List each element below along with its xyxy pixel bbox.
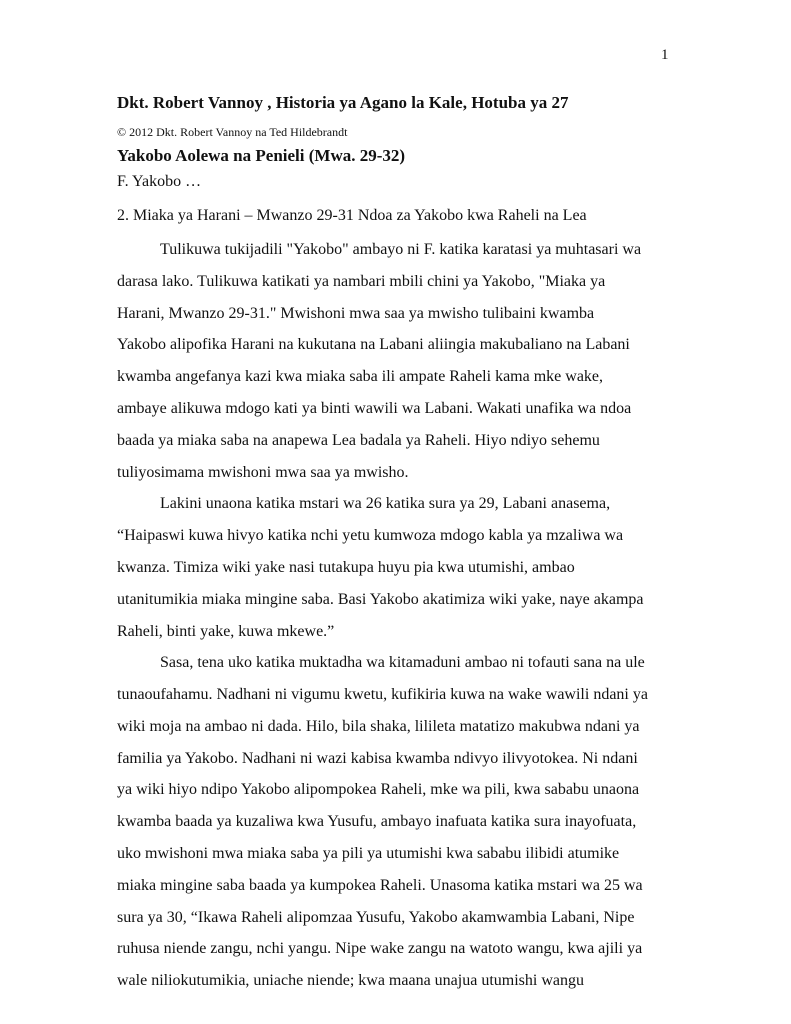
text-line: wale niliokutumikia, uniache niende; kwa maana unajua utumishi wangu — [117, 972, 584, 990]
text-line: ruhusa niende zangu, nchi yangu. Nipe wake zangu na watoto wangu, kwa ajili ya — [117, 940, 643, 958]
text-line: miaka mingine saba baada ya kumpokea Raheli. Unasoma katika mstari wa 25 wa — [117, 876, 643, 894]
text-line: Sasa, tena uko katika muktadha wa kitamaduni ambao ni tofauti sana na ule — [160, 654, 645, 672]
page-number: 1 — [661, 47, 669, 63]
text-line: Lakini unaona katika mstari wa 26 katika sura ya 29, Labani anasema, — [160, 495, 611, 513]
copyright-line: © 2012 Dkt. Robert Vannoy na Ted Hildebrandt — [117, 125, 348, 139]
text-line: Raheli, binti yake, kuwa mkewe.” — [117, 622, 335, 640]
section-heading: F. Yakobo … — [117, 173, 202, 190]
text-line: darasa lako. Tulikuwa katikati ya nambari mbili chini ya Yakobo, "Miaka ya — [117, 272, 606, 290]
text-line: wiki moja na ambao ni dada. Hilo, bila shaka, lilileta matatizo makubwa ndani ya — [117, 717, 640, 735]
text-line: tunaoufahamu. Nadhani ni vigumu kwetu, kufikiria kuwa na wake wawili ndani ya — [117, 686, 648, 704]
text-line: kwanza. Timiza wiki yake nasi tutakupa huyu pia kwa utumishi, ambao — [117, 558, 575, 576]
text-line: kwamba angefanya kazi kwa miaka saba ili ampate Raheli kama mke wake, — [117, 368, 604, 386]
text-line: Yakobo alipofika Harani na kukutana na Labani aliingia makubaliano na Labani — [117, 336, 630, 354]
text-line: ya wiki hiyo ndipo Yakobo alipompokea Raheli, mke wa pili, kwa sababu unaona — [117, 781, 640, 799]
text-line: baada ya miaka saba na anapewa Lea badala ya Raheli. Hiyo ndiyo sehemu — [117, 431, 600, 449]
text-line: utanitumikia miaka mingine saba. Basi Yakobo akatimiza wiki yake, naye akampa — [117, 590, 644, 608]
text-line: “Haipaswi kuwa hivyo katika nchi yetu kumwoza mdogo kabla ya mzaliwa wa — [117, 527, 624, 545]
text-line: familia ya Yakobo. Nadhani ni wazi kabisa kwamba ndivyo ilivyotokea. Ni ndani — [117, 749, 638, 767]
text-line: uko mwishoni mwa miaka saba ya pili ya utumishi kwa sababu ilibidi atumike — [117, 845, 620, 863]
document-title: Dkt. Robert Vannoy , Historia ya Agano la Kale, Hotuba ya 27 — [117, 93, 569, 112]
text-line: kwamba baada ya kuzaliwa kwa Yusufu, ambayo inafuata katika sura inayofuata, — [117, 813, 637, 831]
text-line: Harani, Mwanzo 29-31." Mwishoni mwa saa ya mwisho tulibaini kwamba — [117, 304, 595, 322]
lecture-subtitle: Yakobo Aolewa na Penieli (Mwa. 29-32) — [117, 146, 406, 165]
text-line: Tulikuwa tukijadili "Yakobo" ambayo ni F. katika karatasi ya muhtasari wa — [160, 241, 642, 258]
text-line: ambaye alikuwa mdogo kati ya binti wawili wa Labani. Wakati unafika wa ndoa — [117, 399, 632, 417]
text-line: sura ya 30, “Ikawa Raheli alipomzaa Yusufu, Yakobo akamwambia Labani, Nipe — [117, 908, 635, 926]
text-line: tuliyosimama mwishoni mwa saa ya mwisho. — [117, 463, 409, 481]
subsection-heading: 2. Miaka ya Harani – Mwanzo 29-31 Ndoa za Yakobo kwa Raheli na Lea — [117, 207, 587, 224]
